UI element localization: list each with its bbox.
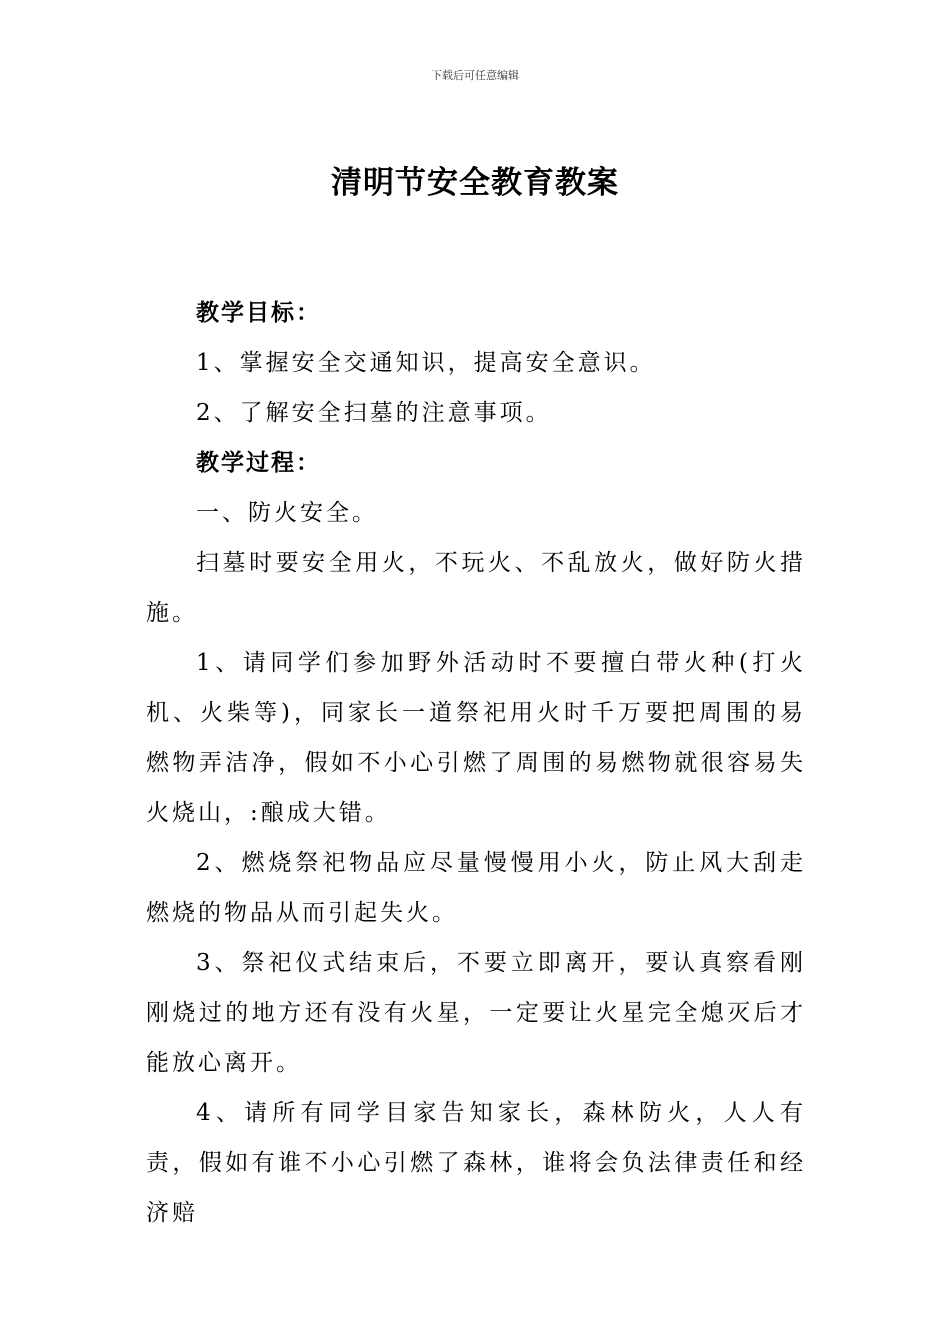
section-heading-process: 教学过程： — [196, 449, 321, 476]
paragraph: 1、掌握安全交通知识，提高安全意识。 — [196, 350, 656, 376]
paragraph: 扫墓时要安全用火，不玩火、不乱放火，做好防火措施。 — [146, 550, 806, 626]
paragraph: 4、请所有同学目家告知家长，森林防火，人人有责，假如有谁不小心引燃了森林，谁将会负法律责任和经济赔 — [146, 1100, 806, 1226]
document-body — [146, 288, 806, 1238]
paragraph: 3、祭祀仪式结束后，不要立即离开，要认真察看刚刚烧过的地方还有没有火星，一定要让火星完全熄灭后才能放心离开。 — [146, 950, 806, 1076]
header-note: 下载后可任意编辑 — [431, 69, 519, 82]
document-title: 清明节安全教育教案 — [331, 165, 619, 201]
section-heading-objectives: 教学目标： — [196, 299, 321, 326]
paragraph: 1、请同学们参加野外活动时不要擅白带火种(打火机、火柴等)，同家长一道祭祀用火时千万要把周围的易燃物弄洁净，假如不小心引燃了周围的易燃物就很容易失火烧山，:酿成大错。 — [146, 650, 806, 826]
paragraph: 2、了解安全扫墓的注意事项。 — [196, 400, 552, 426]
paragraph: 一、防火安全。 — [196, 500, 378, 526]
paragraph: 2、燃烧祭祀物品应尽量慢慢用小火，防止风大刮走燃烧的物品从而引起失火。 — [146, 850, 806, 926]
